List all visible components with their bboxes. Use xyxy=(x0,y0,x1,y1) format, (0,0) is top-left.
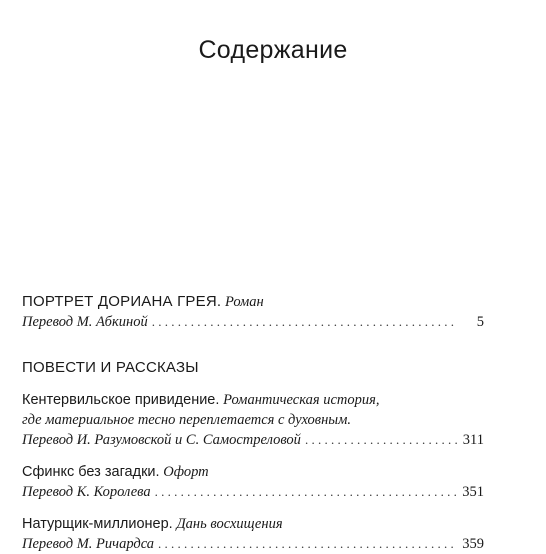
entry-title: Кентервильское привидение. xyxy=(22,392,220,408)
entry-subtitle-continued: где материальное тесно переплетается с духовным. xyxy=(22,412,351,428)
entry-subtitle: Дань восхищения xyxy=(176,516,283,532)
entry-translator-line xyxy=(22,312,484,332)
entry-subtitle: Офорт xyxy=(163,464,209,480)
entry-page-number: 351 xyxy=(462,484,484,500)
toc-entry-dorian-gray[interactable] xyxy=(22,292,484,332)
entry-title-line xyxy=(22,390,484,410)
entry-translator-line xyxy=(22,430,484,450)
entry-translator: Перевод М. Абкиной xyxy=(22,314,148,330)
entry-subtitle: Романтическая история, xyxy=(223,392,380,408)
toc-entry-sphinx[interactable] xyxy=(22,462,484,502)
dot-leader xyxy=(158,534,456,554)
entry-title: Натурщик-миллионер. xyxy=(22,516,173,532)
page-title: Содержание xyxy=(198,36,348,64)
entry-title-line xyxy=(22,514,484,534)
entry-title: ПОРТРЕТ ДОРИАНА ГРЕЯ. xyxy=(22,293,222,310)
entry-translator-line xyxy=(22,482,484,502)
dot-leader xyxy=(152,312,458,332)
entry-title: Сфинкс без загадки. xyxy=(22,464,160,480)
entry-page-number: 5 xyxy=(476,314,484,330)
dot-leader xyxy=(155,482,457,502)
entry-subtitle-line xyxy=(22,410,484,430)
entry-translator: Перевод К. Королева xyxy=(22,484,151,500)
entry-title-line xyxy=(22,292,484,312)
entry-page-number: 359 xyxy=(462,536,484,552)
entry-page-number: 311 xyxy=(462,432,484,448)
toc-entry-millionaire-model[interactable] xyxy=(22,514,484,554)
section-heading-stories: ПОВЕСТИ И РАССКАЗЫ xyxy=(22,359,199,376)
toc-entry-canterville-ghost[interactable] xyxy=(22,390,484,450)
entry-title-line xyxy=(22,462,484,482)
entry-translator-line xyxy=(22,534,484,554)
entry-translator: Перевод М. Ричардса xyxy=(22,536,155,552)
entry-translator: Перевод И. Разумовской и С. Самостреловой xyxy=(22,432,301,448)
entry-subtitle: Роман xyxy=(225,294,264,310)
table-of-contents xyxy=(22,292,484,554)
dot-leader xyxy=(305,430,457,450)
